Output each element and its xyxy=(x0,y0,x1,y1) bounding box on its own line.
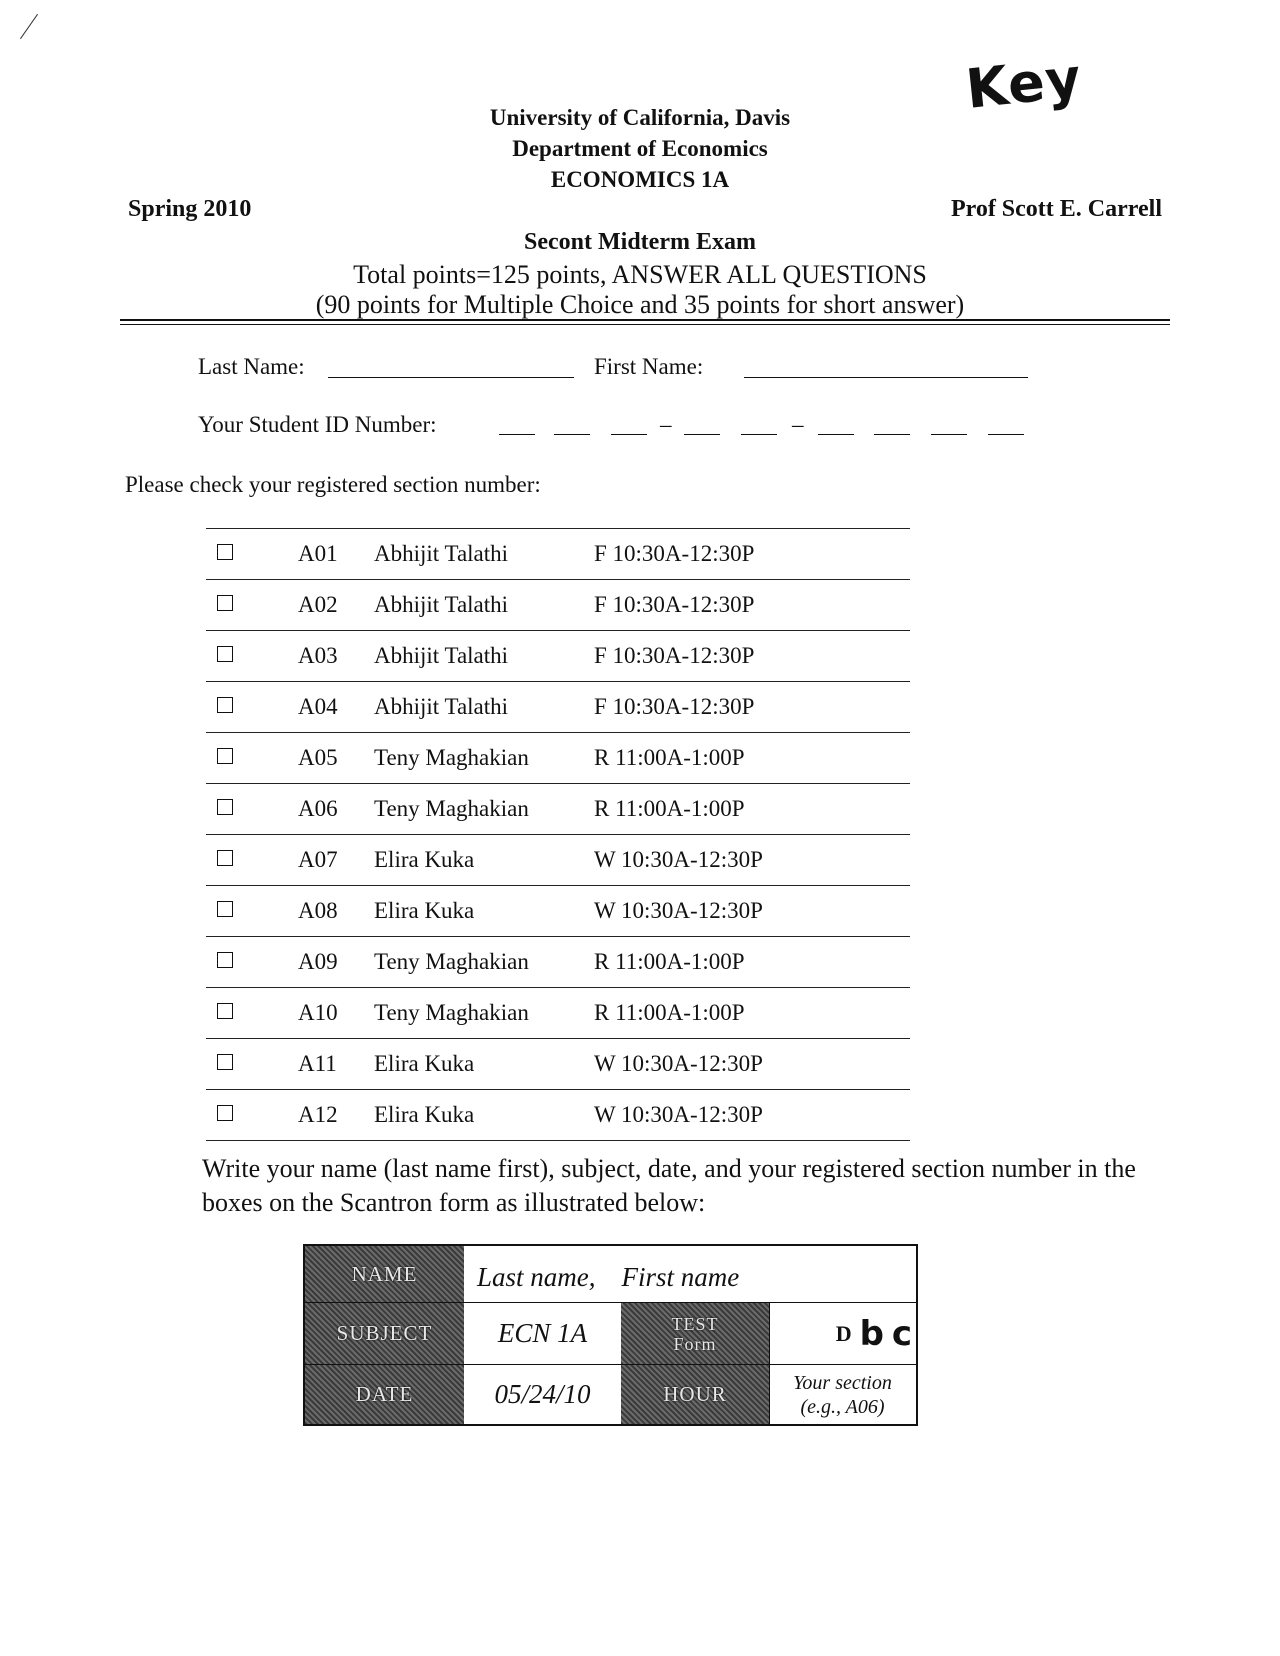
section-ta: Teny Maghakian xyxy=(374,1000,529,1025)
section-code: A03 xyxy=(298,643,338,668)
scantron-test-form-value xyxy=(769,1303,916,1364)
section-table xyxy=(206,528,910,1141)
section-checkbox[interactable] xyxy=(217,1105,233,1121)
student-id-digit[interactable] xyxy=(499,434,535,435)
scantron-subject-label: SUBJECT xyxy=(305,1303,464,1364)
section-checkbox[interactable] xyxy=(217,850,233,866)
section-ta: Teny Maghakian xyxy=(374,796,529,821)
section-checkbox[interactable] xyxy=(217,697,233,713)
section-time: W 10:30A-12:30P xyxy=(594,1051,763,1076)
section-code: A10 xyxy=(298,1000,338,1025)
section-ta: Teny Maghakian xyxy=(374,745,529,770)
section-row xyxy=(206,1089,910,1141)
student-id-separator: – xyxy=(660,412,672,437)
section-ta: Teny Maghakian xyxy=(374,949,529,974)
section-ta: Abhijit Talathi xyxy=(374,694,509,719)
student-id-digit[interactable] xyxy=(874,434,910,435)
section-row xyxy=(206,630,910,681)
section-row xyxy=(206,783,910,834)
section-code: A08 xyxy=(298,898,338,923)
student-id-digit[interactable] xyxy=(931,434,967,435)
section-code: A05 xyxy=(298,745,338,770)
section-row xyxy=(206,732,910,783)
section-row xyxy=(206,936,910,987)
scantron-divider xyxy=(769,1303,770,1424)
scantron-subject-value: ECN 1A xyxy=(497,1318,588,1348)
exam-term: Spring 2010 xyxy=(128,196,252,222)
section-code: A04 xyxy=(298,694,338,719)
scantron-name-last: Last name, xyxy=(477,1261,596,1292)
scantron-test-form-handwritten: b c xyxy=(859,1313,910,1354)
scantron-hour-value xyxy=(769,1365,916,1424)
section-row xyxy=(206,885,910,936)
first-name-label: First Name: xyxy=(594,354,704,379)
section-code: A12 xyxy=(298,1102,338,1127)
section-time: F 10:30A-12:30P xyxy=(594,592,755,617)
section-checkbox[interactable] xyxy=(217,901,233,917)
professor-name: Prof Scott E. Carrell xyxy=(950,196,1162,222)
last-name-field[interactable] xyxy=(328,377,574,378)
section-code: A01 xyxy=(298,541,338,566)
first-name-field[interactable] xyxy=(744,377,1028,378)
section-ta: Abhijit Talathi xyxy=(374,592,509,617)
scantron-name-label: NAME xyxy=(305,1246,464,1302)
student-id-separator: – xyxy=(792,412,804,437)
section-code: A02 xyxy=(298,592,338,617)
section-time: W 10:30A-12:30P xyxy=(594,898,763,923)
section-time: R 11:00A-1:00P xyxy=(594,796,745,821)
section-code: A11 xyxy=(298,1051,337,1076)
section-prompt: Please check your registered section number: xyxy=(125,472,541,497)
handwritten-key-annotation: Key xyxy=(963,46,1085,121)
section-row xyxy=(206,987,910,1038)
section-checkbox[interactable] xyxy=(217,1003,233,1019)
header-rule-thin xyxy=(120,324,1170,325)
section-time: R 11:00A-1:00P xyxy=(594,1000,745,1025)
header-rule xyxy=(120,319,1170,321)
student-id-label: Your Student ID Number: xyxy=(198,412,437,437)
scantron-instructions: Write your name (last name first), subject, date, and your registered section number in the boxes on the Scantron form as illustrated below: xyxy=(202,1154,1136,1217)
section-row xyxy=(206,834,910,885)
student-id-digit[interactable] xyxy=(818,434,854,435)
scantron-example xyxy=(303,1244,918,1426)
scantron-name-value xyxy=(477,1252,739,1302)
section-checkbox[interactable] xyxy=(217,1054,233,1070)
points-line: Total points=125 points, ANSWER ALL QUESTIONS xyxy=(353,260,927,289)
student-id-digit[interactable] xyxy=(554,434,590,435)
scantron-name-first: First name xyxy=(621,1261,740,1292)
scantron-test-label: TEST xyxy=(671,1313,719,1334)
section-row xyxy=(206,528,910,579)
student-id-digit[interactable] xyxy=(741,434,777,435)
section-checkbox[interactable] xyxy=(217,544,233,560)
student-id-digit[interactable] xyxy=(684,434,720,435)
section-row xyxy=(206,1038,910,1089)
scantron-date-label: DATE xyxy=(305,1365,464,1424)
course-name: ECONOMICS 1A xyxy=(550,167,730,192)
section-ta: Elira Kuka xyxy=(374,1051,475,1076)
last-name-label: Last Name: xyxy=(198,354,305,379)
section-row xyxy=(206,681,910,732)
section-checkbox[interactable] xyxy=(217,952,233,968)
section-ta: Elira Kuka xyxy=(374,898,475,923)
section-checkbox[interactable] xyxy=(217,748,233,764)
section-row xyxy=(206,579,910,630)
scantron-form-label: Form xyxy=(673,1333,717,1354)
section-time: R 11:00A-1:00P xyxy=(594,949,745,974)
exam-title: Secont Midterm Exam xyxy=(524,229,756,255)
section-checkbox[interactable] xyxy=(217,799,233,815)
section-code: A09 xyxy=(298,949,338,974)
scantron-hour-hint: Your section xyxy=(793,1371,892,1394)
section-time: F 10:30A-12:30P xyxy=(594,643,755,668)
student-id-digit[interactable] xyxy=(988,434,1024,435)
section-checkbox[interactable] xyxy=(217,595,233,611)
section-ta: Elira Kuka xyxy=(374,847,475,872)
section-ta: Elira Kuka xyxy=(374,1102,475,1127)
university-name: University of California, Davis xyxy=(489,105,791,130)
section-ta: Abhijit Talathi xyxy=(374,541,509,566)
section-code: A07 xyxy=(298,847,338,872)
pen-mark xyxy=(20,14,38,39)
department-name: Department of Economics xyxy=(512,136,768,161)
scantron-hour-example: (e.g., A06) xyxy=(800,1395,885,1418)
section-time: R 11:00A-1:00P xyxy=(594,745,745,770)
section-time: W 10:30A-12:30P xyxy=(594,1102,763,1127)
scantron-date-value: 05/24/10 xyxy=(494,1379,591,1409)
scantron-test-form-prefix: D xyxy=(835,1320,852,1346)
points-breakdown: (90 points for Multiple Choice and 35 points for short answer) xyxy=(315,290,965,319)
section-time: F 10:30A-12:30P xyxy=(594,541,755,566)
section-code: A06 xyxy=(298,796,338,821)
section-ta: Abhijit Talathi xyxy=(374,643,509,668)
student-id-digit[interactable] xyxy=(611,434,647,435)
scantron-test-form-label xyxy=(621,1303,769,1364)
section-time: F 10:30A-12:30P xyxy=(594,694,755,719)
section-time: W 10:30A-12:30P xyxy=(594,847,763,872)
scantron-hour-label: HOUR xyxy=(621,1365,769,1424)
section-checkbox[interactable] xyxy=(217,646,233,662)
